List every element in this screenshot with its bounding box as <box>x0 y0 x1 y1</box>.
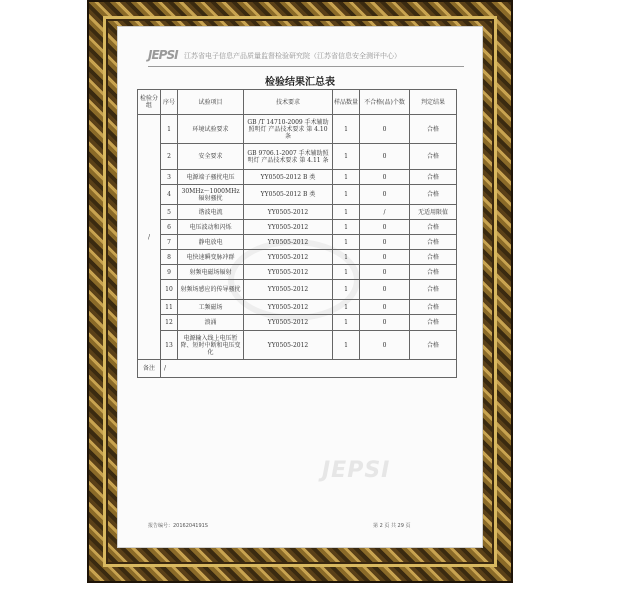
fail-count: 0 <box>360 220 410 235</box>
table-row <box>138 205 457 220</box>
fail-count: 0 <box>360 315 410 331</box>
row-number: 3 <box>161 170 178 185</box>
judgement-result: 合格 <box>410 250 457 265</box>
judgement-result: 合格 <box>410 300 457 315</box>
sample-quantity: 1 <box>333 170 360 185</box>
column-header: 试验项目 <box>178 90 244 115</box>
fail-count: 0 <box>360 265 410 280</box>
row-number: 9 <box>161 265 178 280</box>
fail-count: 0 <box>360 235 410 250</box>
test-item: 电源端子骚扰电压 <box>178 170 244 185</box>
technical-requirement: YY0505-2012 <box>244 235 333 250</box>
table-row <box>138 331 457 360</box>
technical-requirement: YY0505-2012 B 类 <box>244 170 333 185</box>
test-item: 静电放电 <box>178 235 244 250</box>
sample-quantity: 1 <box>333 205 360 220</box>
header-divider <box>148 66 464 67</box>
document-page <box>118 27 482 547</box>
table-row <box>138 265 457 280</box>
test-item: 射频电磁场辐射 <box>178 265 244 280</box>
fail-count: 0 <box>360 185 410 205</box>
fail-count: 0 <box>360 280 410 300</box>
technical-requirement: YY0505-2012 B 类 <box>244 185 333 205</box>
sample-quantity: 1 <box>333 115 360 144</box>
test-item: 谐波电流 <box>178 205 244 220</box>
page-title: 检验结果汇总表 <box>265 77 335 88</box>
judgement-result: 合格 <box>410 144 457 170</box>
column-header: 序号 <box>161 90 178 115</box>
technical-requirement: YY0505-2012 <box>244 280 333 300</box>
watermark-logo: JEPSI <box>322 458 391 483</box>
fail-count: 0 <box>360 250 410 265</box>
table-row <box>138 300 457 315</box>
test-item: 电源输入线上电压暂降、短时中断和电压变化 <box>178 331 244 360</box>
judgement-result: 合格 <box>410 220 457 235</box>
test-item: 浪涌 <box>178 315 244 331</box>
fail-count: 0 <box>360 331 410 360</box>
judgement-result: 合格 <box>410 185 457 205</box>
test-item: 工频磁场 <box>178 300 244 315</box>
sample-quantity: 1 <box>333 265 360 280</box>
technical-requirement: GB /T 14710-2009 手术辅助照明灯 产品技术要求 第 4.10 条 <box>244 115 333 144</box>
jepsi-logo: JEPSI <box>148 48 178 62</box>
sample-quantity: 1 <box>333 280 360 300</box>
sample-quantity: 1 <box>333 144 360 170</box>
test-item: 环境试验要求 <box>178 115 244 144</box>
table-header-row <box>138 90 457 115</box>
column-header: 检验分组 <box>138 90 161 115</box>
column-header: 技术要求 <box>244 90 333 115</box>
row-number: 11 <box>161 300 178 315</box>
column-header: 判定结果 <box>410 90 457 115</box>
technical-requirement: YY0505-2012 <box>244 250 333 265</box>
judgement-result: 合格 <box>410 265 457 280</box>
remark-label: 备注 <box>138 360 161 378</box>
table-row <box>138 185 457 205</box>
judgement-result: 无适用限值 <box>410 205 457 220</box>
fail-count: / <box>360 205 410 220</box>
test-item: 电快速瞬变脉冲群 <box>178 250 244 265</box>
letterhead <box>148 48 464 64</box>
fail-count: 0 <box>360 170 410 185</box>
row-number: 6 <box>161 220 178 235</box>
row-number: 1 <box>161 115 178 144</box>
sample-quantity: 1 <box>333 315 360 331</box>
technical-requirement: YY0505-2012 <box>244 300 333 315</box>
group-cell: / <box>138 115 161 360</box>
technical-requirement: YY0505-2012 <box>244 220 333 235</box>
technical-requirement: YY0505-2012 <box>244 205 333 220</box>
row-number: 2 <box>161 144 178 170</box>
table-row <box>138 144 457 170</box>
test-item: 安全要求 <box>178 144 244 170</box>
technical-requirement: YY0505-2012 <box>244 331 333 360</box>
test-item: 射频场感应的传导骚扰 <box>178 280 244 300</box>
table-row <box>138 235 457 250</box>
table-row <box>138 115 457 144</box>
row-number: 7 <box>161 235 178 250</box>
sample-quantity: 1 <box>333 220 360 235</box>
sample-quantity: 1 <box>333 235 360 250</box>
fail-count: 0 <box>360 144 410 170</box>
judgement-result: 合格 <box>410 331 457 360</box>
row-number: 12 <box>161 315 178 331</box>
technical-requirement: YY0505-2012 <box>244 265 333 280</box>
row-number: 5 <box>161 205 178 220</box>
test-item: 30MHz～1000MHz 辐射骚扰 <box>178 185 244 205</box>
results-table <box>137 89 457 378</box>
fail-count: 0 <box>360 115 410 144</box>
judgement-result: 合格 <box>410 280 457 300</box>
sample-quantity: 1 <box>333 300 360 315</box>
test-item: 电压波动和闪烁 <box>178 220 244 235</box>
row-number: 4 <box>161 185 178 205</box>
row-number: 13 <box>161 331 178 360</box>
judgement-result: 合格 <box>410 170 457 185</box>
table-row <box>138 315 457 331</box>
organization-name: 江苏省电子信息产品质量监督检验研究院（江苏省信息安全测评中心） <box>184 52 401 60</box>
table-row <box>138 280 457 300</box>
sample-quantity: 1 <box>333 331 360 360</box>
judgement-result: 合格 <box>410 115 457 144</box>
column-header: 不合格(品)个数 <box>360 90 410 115</box>
report-number: 报告编号：2016204191S <box>148 523 208 529</box>
table-row <box>138 220 457 235</box>
sample-quantity: 1 <box>333 185 360 205</box>
technical-requirement: YY0505-2012 <box>244 315 333 331</box>
row-number: 10 <box>161 280 178 300</box>
table-row <box>138 170 457 185</box>
table-row <box>138 250 457 265</box>
judgement-result: 合格 <box>410 315 457 331</box>
fail-count: 0 <box>360 300 410 315</box>
sample-quantity: 1 <box>333 250 360 265</box>
judgement-result: 合格 <box>410 235 457 250</box>
remark-value: / <box>161 360 457 378</box>
remark-row <box>138 360 457 378</box>
page-number: 第 2 页 共 29 页 <box>373 523 411 529</box>
column-header: 样品数量 <box>333 90 360 115</box>
technical-requirement: GB 9706.1-2007 手术辅助照明灯 产品技术要求 第 4.11 条 <box>244 144 333 170</box>
row-number: 8 <box>161 250 178 265</box>
